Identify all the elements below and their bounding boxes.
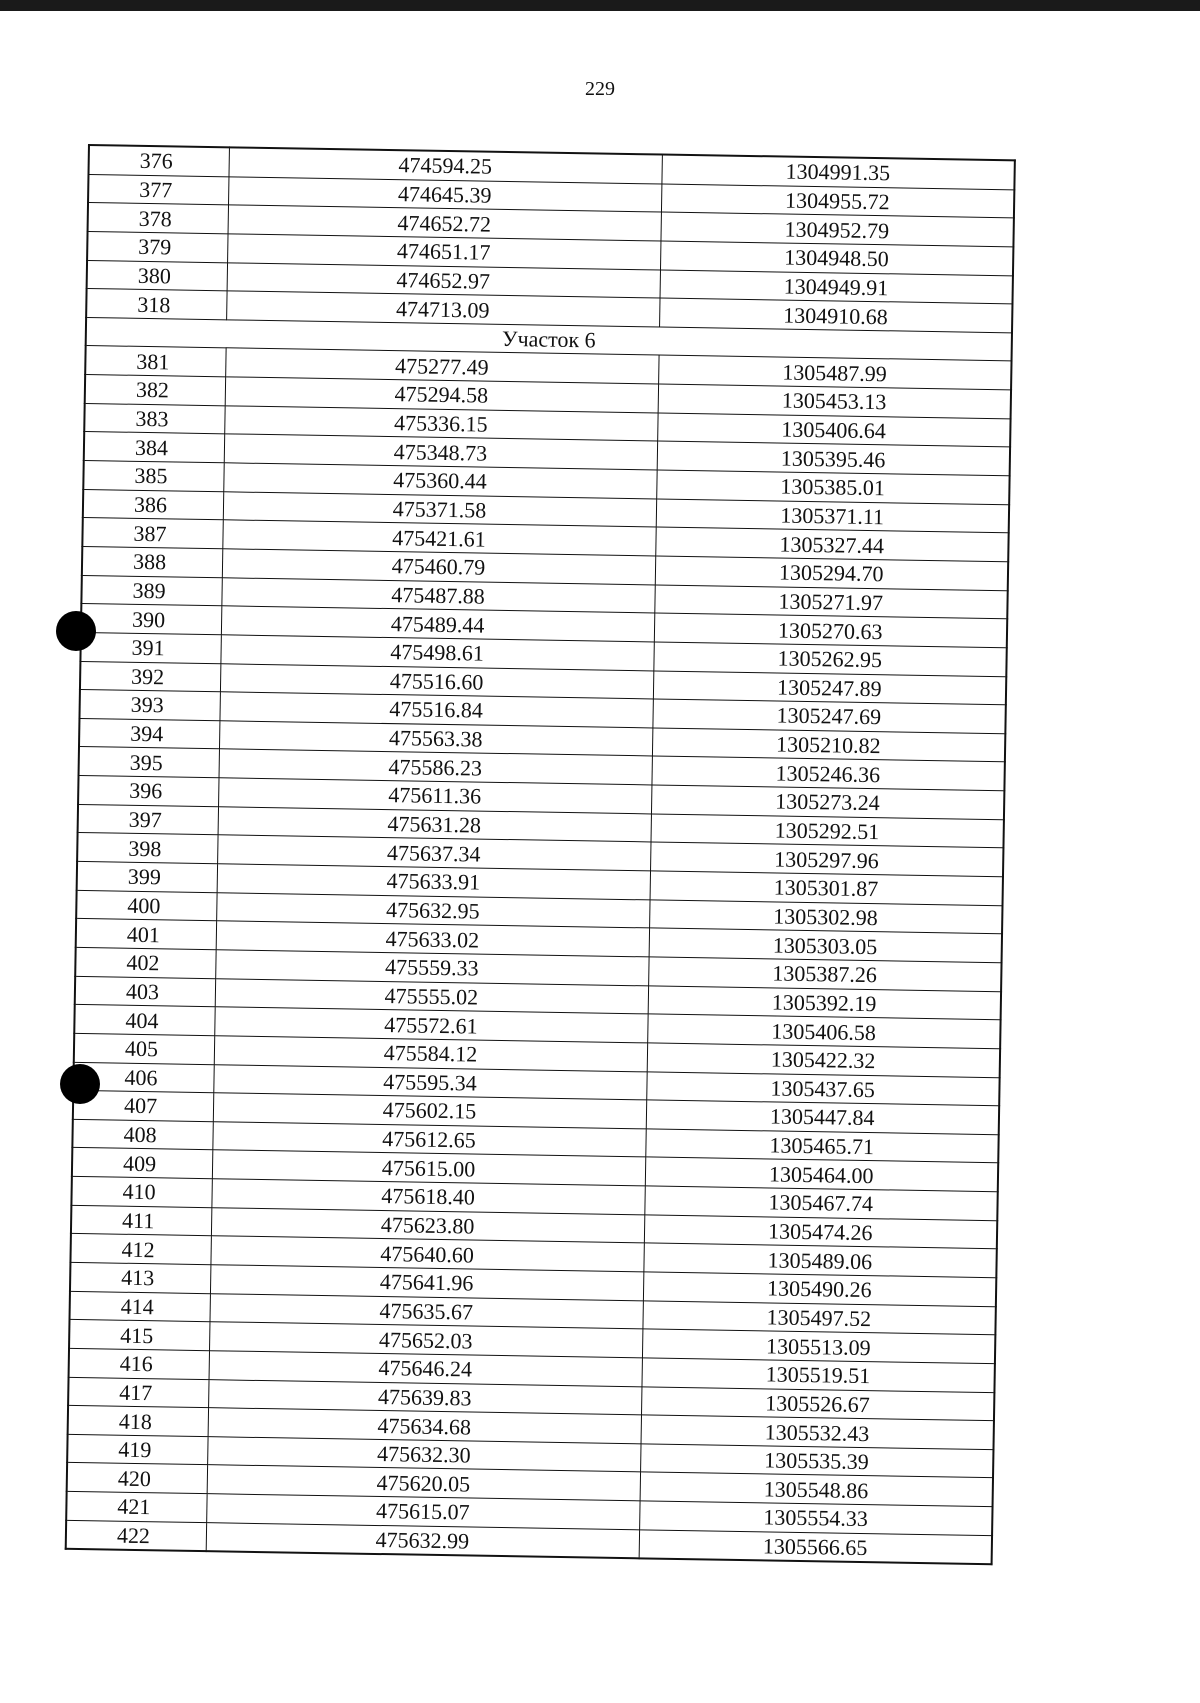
- x-coordinate-cell: 475572.61: [214, 1007, 647, 1043]
- y-coordinate-cell: 1305395.46: [657, 441, 1010, 475]
- x-coordinate-cell: 475652.03: [209, 1322, 642, 1358]
- point-number-cell: 420: [67, 1463, 207, 1494]
- y-coordinate-cell: 1305327.44: [655, 527, 1008, 561]
- x-coordinate-cell: 475615.07: [206, 1494, 639, 1530]
- y-coordinate-cell: 1305489.06: [643, 1243, 996, 1277]
- point-number-cell: 379: [87, 231, 227, 262]
- x-coordinate-cell: 475633.02: [216, 921, 649, 957]
- point-number-cell: 377: [88, 174, 228, 205]
- x-coordinate-cell: 475294.58: [225, 377, 658, 413]
- y-coordinate-cell: 1305294.70: [655, 556, 1008, 590]
- point-number-cell: 421: [66, 1491, 206, 1522]
- x-coordinate-cell: 475640.60: [210, 1236, 643, 1272]
- x-coordinate-cell: 474594.25: [228, 147, 661, 183]
- y-coordinate-cell: 1305554.33: [639, 1501, 992, 1535]
- point-number-cell: 391: [80, 632, 220, 663]
- x-coordinate-cell: 475584.12: [214, 1036, 647, 1072]
- y-coordinate-cell: 1305422.32: [647, 1043, 1000, 1077]
- y-coordinate-cell: 1305246.36: [651, 756, 1004, 790]
- y-coordinate-cell: 1304991.35: [661, 155, 1014, 190]
- point-number-cell: 407: [73, 1091, 213, 1122]
- y-coordinate-cell: 1305526.67: [641, 1386, 994, 1420]
- x-coordinate-cell: 475487.88: [221, 577, 654, 613]
- point-number-cell: 397: [78, 804, 218, 835]
- y-coordinate-cell: 1305406.58: [647, 1014, 1000, 1048]
- x-coordinate-cell: 475611.36: [218, 778, 651, 814]
- y-coordinate-cell: 1304910.68: [659, 298, 1012, 332]
- point-number-cell: 383: [84, 403, 224, 434]
- x-coordinate-cell: 475632.99: [206, 1522, 639, 1558]
- x-coordinate-cell: 475623.80: [211, 1207, 644, 1243]
- x-coordinate-cell: 475618.40: [211, 1179, 644, 1215]
- y-coordinate-cell: 1305292.51: [650, 814, 1003, 848]
- x-coordinate-cell: 475516.84: [219, 692, 652, 728]
- page-number: 229: [585, 78, 615, 100]
- x-coordinate-cell: 475555.02: [215, 978, 648, 1014]
- y-coordinate-cell: 1305385.01: [656, 470, 1009, 504]
- point-number-cell: 384: [84, 432, 224, 463]
- point-number-cell: 386: [83, 489, 223, 520]
- point-number-cell: 398: [77, 833, 217, 864]
- point-number-cell: 389: [81, 575, 221, 606]
- point-number-cell: 388: [82, 546, 222, 577]
- y-coordinate-cell: 1304949.91: [660, 270, 1013, 304]
- x-coordinate-cell: 475516.60: [220, 663, 653, 699]
- punch-hole-mark: [56, 611, 96, 651]
- point-number-cell: 392: [80, 661, 220, 692]
- x-coordinate-cell: 475371.58: [223, 491, 656, 527]
- y-coordinate-cell: 1304955.72: [661, 184, 1014, 218]
- x-coordinate-cell: 475635.67: [209, 1293, 642, 1329]
- y-coordinate-cell: 1305467.74: [644, 1186, 997, 1220]
- y-coordinate-cell: 1305474.26: [644, 1215, 997, 1249]
- x-coordinate-cell: 475460.79: [222, 549, 655, 585]
- coordinates-table: [65, 144, 1016, 1566]
- x-coordinate-cell: 474645.39: [228, 176, 661, 212]
- x-coordinate-cell: 475563.38: [219, 721, 652, 757]
- x-coordinate-cell: 475620.05: [207, 1465, 640, 1501]
- y-coordinate-cell: 1304948.50: [660, 241, 1013, 275]
- point-number-cell: 380: [87, 260, 227, 291]
- point-number-cell: 378: [88, 203, 228, 234]
- y-coordinate-cell: 1305297.96: [650, 842, 1003, 876]
- point-number-cell: 415: [69, 1320, 209, 1351]
- point-number-cell: 381: [85, 346, 225, 377]
- point-number-cell: 413: [70, 1262, 210, 1293]
- point-number-cell: 393: [79, 690, 219, 721]
- y-coordinate-cell: 1305566.65: [639, 1530, 992, 1565]
- x-coordinate-cell: 475639.83: [208, 1379, 641, 1415]
- x-coordinate-cell: 475348.73: [224, 434, 657, 470]
- y-coordinate-cell: 1305371.11: [656, 499, 1009, 533]
- x-coordinate-cell: 475637.34: [217, 835, 650, 871]
- y-coordinate-cell: 1305302.98: [649, 900, 1002, 934]
- point-number-cell: 401: [76, 919, 216, 950]
- y-coordinate-cell: 1305271.97: [654, 585, 1007, 619]
- scan-top-edge: [0, 0, 1200, 11]
- point-number-cell: 411: [71, 1205, 211, 1236]
- y-coordinate-cell: 1305487.99: [658, 355, 1011, 389]
- point-number-cell: 418: [68, 1406, 208, 1437]
- y-coordinate-cell: 1305247.89: [653, 670, 1006, 704]
- coordinates-table-wrapper: [65, 144, 1014, 1566]
- point-number-cell: 382: [85, 375, 225, 406]
- y-coordinate-cell: 1305519.51: [641, 1358, 994, 1392]
- y-coordinate-cell: 1305303.05: [649, 928, 1002, 962]
- point-number-cell: 402: [75, 947, 215, 978]
- y-coordinate-cell: 1305447.84: [646, 1100, 999, 1134]
- y-coordinate-cell: 1305437.65: [646, 1071, 999, 1105]
- point-number-cell: 419: [67, 1434, 207, 1465]
- y-coordinate-cell: 1305532.43: [641, 1415, 994, 1449]
- x-coordinate-cell: 475277.49: [225, 348, 658, 384]
- point-number-cell: 409: [72, 1148, 212, 1179]
- y-coordinate-cell: 1305273.24: [651, 785, 1004, 819]
- y-coordinate-cell: 1305387.26: [648, 957, 1001, 991]
- y-coordinate-cell: 1305406.64: [657, 413, 1010, 447]
- punch-hole-mark: [60, 1064, 100, 1104]
- x-coordinate-cell: 475641.96: [210, 1265, 643, 1301]
- x-coordinate-cell: 474652.72: [228, 205, 661, 241]
- point-number-cell: 406: [73, 1062, 213, 1093]
- point-number-cell: 395: [79, 747, 219, 778]
- point-number-cell: 390: [81, 604, 221, 635]
- y-coordinate-cell: 1305301.87: [650, 871, 1003, 905]
- x-coordinate-cell: 475632.95: [216, 892, 649, 928]
- x-coordinate-cell: 475498.61: [220, 635, 653, 671]
- x-coordinate-cell: 475489.44: [221, 606, 654, 642]
- x-coordinate-cell: 475632.30: [207, 1436, 640, 1472]
- y-coordinate-cell: 1305453.13: [658, 384, 1011, 418]
- point-number-cell: 376: [89, 145, 229, 176]
- point-number-cell: 394: [79, 718, 219, 749]
- point-number-cell: 414: [70, 1291, 210, 1322]
- x-coordinate-cell: 475631.28: [218, 806, 651, 842]
- point-number-cell: 399: [77, 861, 217, 892]
- y-coordinate-cell: 1305535.39: [640, 1444, 993, 1478]
- x-coordinate-cell: 475634.68: [208, 1408, 641, 1444]
- y-coordinate-cell: 1305497.52: [642, 1300, 995, 1334]
- y-coordinate-cell: 1305247.69: [652, 699, 1005, 733]
- x-coordinate-cell: 475586.23: [219, 749, 652, 785]
- point-number-cell: 400: [76, 890, 216, 921]
- y-coordinate-cell: 1305490.26: [643, 1272, 996, 1306]
- point-number-cell: 404: [74, 1005, 214, 1036]
- x-coordinate-cell: 475559.33: [215, 950, 648, 986]
- point-number-cell: 403: [75, 976, 215, 1007]
- x-coordinate-cell: 475421.61: [222, 520, 655, 556]
- y-coordinate-cell: 1305465.71: [645, 1129, 998, 1163]
- point-number-cell: 385: [83, 461, 223, 492]
- point-number-cell: 408: [72, 1119, 212, 1150]
- point-number-cell: 412: [70, 1234, 210, 1265]
- point-number-cell: 318: [86, 289, 226, 320]
- x-coordinate-cell: 474652.97: [227, 262, 660, 298]
- point-number-cell: 396: [78, 776, 218, 807]
- y-coordinate-cell: 1305513.09: [642, 1329, 995, 1363]
- x-coordinate-cell: 474651.17: [227, 234, 660, 270]
- y-coordinate-cell: 1305464.00: [645, 1157, 998, 1191]
- x-coordinate-cell: 474713.09: [226, 291, 659, 327]
- point-number-cell: 387: [82, 518, 222, 549]
- x-coordinate-cell: 475612.65: [212, 1121, 645, 1157]
- y-coordinate-cell: 1304952.79: [660, 212, 1013, 246]
- point-number-cell: 416: [69, 1348, 209, 1379]
- y-coordinate-cell: 1305262.95: [653, 642, 1006, 676]
- point-number-cell: 417: [68, 1377, 208, 1408]
- x-coordinate-cell: 475336.15: [224, 406, 657, 442]
- y-coordinate-cell: 1305548.86: [640, 1472, 993, 1506]
- point-number-cell: 422: [66, 1520, 206, 1551]
- x-coordinate-cell: 475602.15: [213, 1093, 646, 1129]
- coordinates-table-body: [66, 145, 1015, 1565]
- x-coordinate-cell: 475615.00: [212, 1150, 645, 1186]
- x-coordinate-cell: 475360.44: [223, 463, 656, 499]
- point-number-cell: 405: [74, 1033, 214, 1064]
- y-coordinate-cell: 1305270.63: [654, 613, 1007, 647]
- x-coordinate-cell: 475633.91: [217, 864, 650, 900]
- x-coordinate-cell: 475595.34: [213, 1064, 646, 1100]
- x-coordinate-cell: 475646.24: [209, 1351, 642, 1387]
- y-coordinate-cell: 1305392.19: [648, 985, 1001, 1019]
- point-number-cell: 410: [71, 1176, 211, 1207]
- y-coordinate-cell: 1305210.82: [652, 728, 1005, 762]
- section-title: Участок 6: [86, 317, 1012, 361]
